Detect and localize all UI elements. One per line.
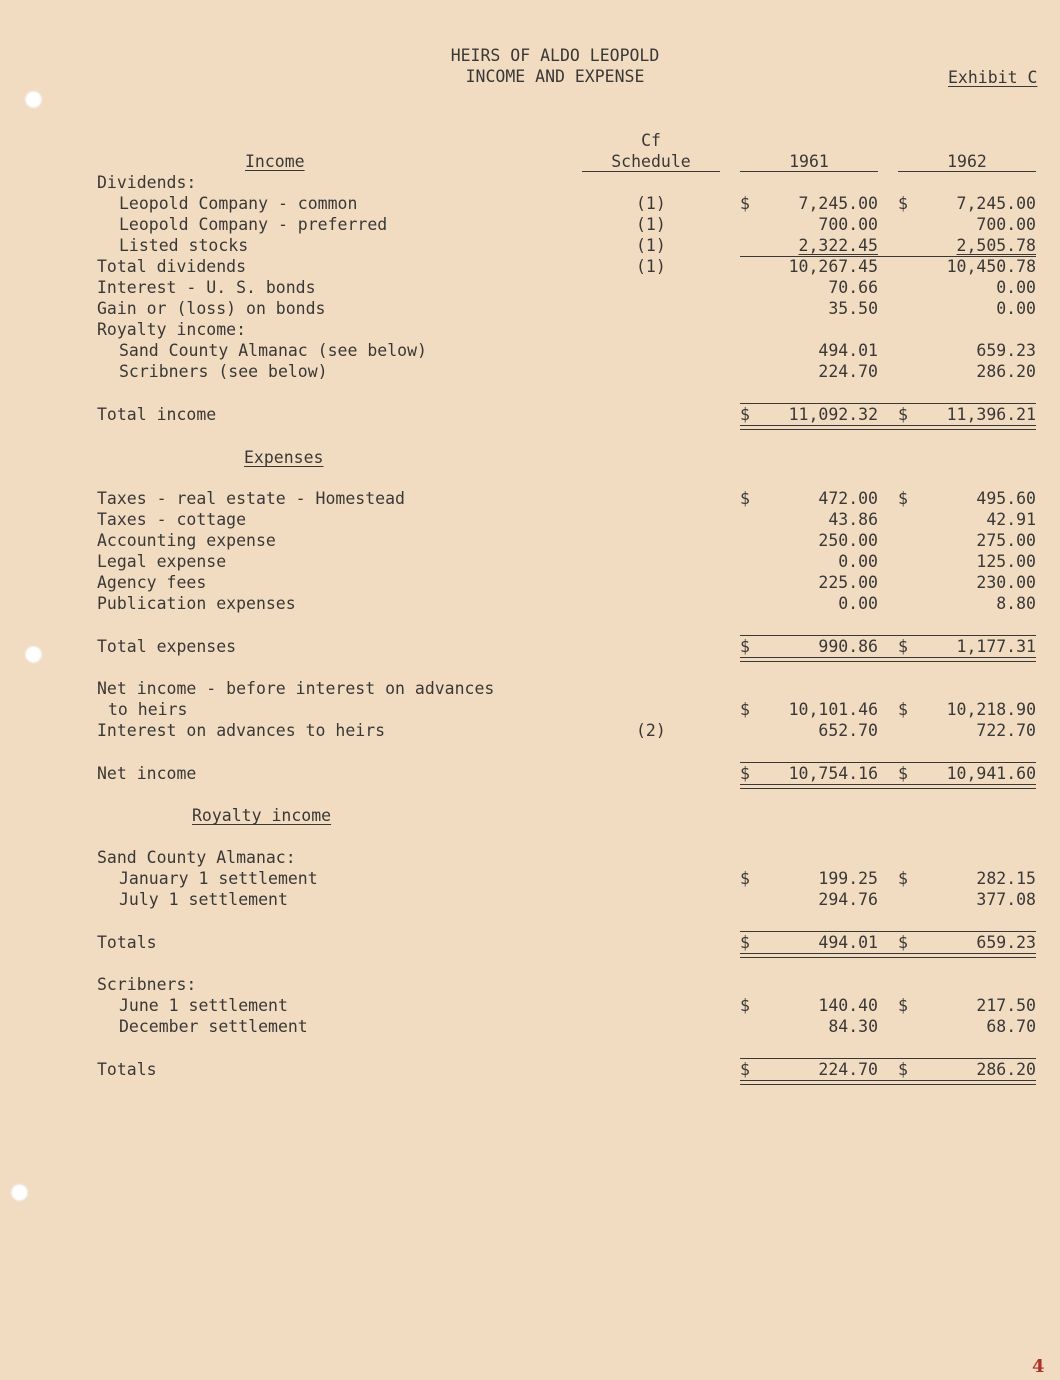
row-label: Sand County Almanac (see below) [119,341,427,360]
dollar-sign: $ [740,764,750,783]
value-1961: 494.01 [818,341,878,360]
value-1962: 42.91 [986,510,1036,529]
value-1962: 230.00 [976,573,1036,592]
value-1961: 35.50 [828,299,878,318]
row-label: Agency fees [97,573,207,592]
row-label: Publication expenses [97,594,296,613]
row-label: Interest on advances to heirs [97,721,386,740]
row-label: July 1 settlement [119,890,288,909]
dollar-sign: $ [740,405,750,424]
value-1961: 199.25 [818,869,878,888]
income-column-heading: Income [245,152,305,171]
sca-label: Sand County Almanac: [97,848,296,867]
total-double-rule [740,1080,1036,1085]
value-1962: 125.00 [976,552,1036,571]
value-1961: 0.00 [838,552,878,571]
value-1961: 11,092.32 [788,405,878,424]
dollar-sign: $ [898,700,908,719]
row-label: Accounting expense [97,531,276,550]
dollar-sign: $ [898,489,908,508]
value-1962: 68.70 [986,1017,1036,1036]
exhibit-label: Exhibit C [948,68,1038,87]
binder-hole-top [24,90,43,109]
dollar-sign: $ [898,637,908,656]
year-1962-heading: 1962 [947,152,987,171]
binder-hole-middle [24,645,43,664]
value-1962: 0.00 [996,278,1036,297]
row-label: Interest - U. S. bonds [97,278,316,297]
value-1962: 700.00 [976,215,1036,234]
row-label: January 1 settlement [119,869,318,888]
row-label: Gain or (loss) on bonds [97,299,326,318]
dollar-sign: $ [740,996,750,1015]
dollar-sign: $ [898,764,908,783]
value-1962: 275.00 [976,531,1036,550]
value-1961: 494.01 [818,933,878,952]
value-1962: 1,177.31 [956,637,1036,656]
value-1962: 8.80 [996,594,1036,613]
row-label: Taxes - real estate - Homestead [97,489,405,508]
royalty-heading: Royalty income [192,806,332,825]
document-subtitle: INCOME AND EXPENSE [465,67,645,86]
dollar-sign: $ [740,933,750,952]
schedule-column-heading: Schedule [611,152,691,171]
row-label: Totals [97,933,157,952]
value-1961: 250.00 [818,531,878,550]
value-1962: 2,505.78 [956,236,1036,255]
value-1962: 659.23 [976,341,1036,360]
expenses-heading: Expenses [244,448,324,467]
value-1961: 990.86 [818,637,878,656]
cf-reference: (2) [636,721,666,740]
total-double-rule [740,784,1036,789]
dollar-sign: $ [898,405,908,424]
dollar-sign: $ [898,1060,908,1079]
row-label: Total expenses [97,637,237,656]
value-1962: 10,450.78 [946,257,1036,276]
year-1962-underline [898,171,1036,172]
value-1961: 70.66 [828,278,878,297]
row-label: Scribners (see below) [119,362,328,381]
cf-reference: (1) [636,257,666,276]
row-label: Net income [97,764,197,783]
row-label: Leopold Company - common [119,194,358,213]
value-1961: 652.70 [818,721,878,740]
dollar-sign: $ [898,933,908,952]
row-label: Taxes - cottage [97,510,247,529]
value-1961: 84.30 [828,1017,878,1036]
value-1961: 7,245.00 [798,194,878,213]
row-label: Listed stocks [119,236,249,255]
row-label: December settlement [119,1017,308,1036]
page-number: 4 [1032,1356,1045,1377]
value-1962: 11,396.21 [946,405,1036,424]
value-1961: 10,101.46 [788,700,878,719]
cf-column-heading: Cf [641,131,661,150]
net-before-label-line2: to heirs [108,700,188,719]
royalty-income-label: Royalty income: [97,320,247,339]
dollar-sign: $ [740,489,750,508]
value-1962: 217.50 [976,996,1036,1015]
schedule-underline [582,171,720,172]
value-1961: 224.70 [818,362,878,381]
document-title: HEIRS OF ALDO LEOPOLD [450,46,660,65]
scribners-label: Scribners: [97,975,197,994]
value-1961: 10,267.45 [788,257,878,276]
value-1962: 377.08 [976,890,1036,909]
value-1961: 472.00 [818,489,878,508]
row-label: Totals [97,1060,157,1079]
row-label: June 1 settlement [119,996,288,1015]
value-1962: 0.00 [996,299,1036,318]
value-1961: 10,754.16 [788,764,878,783]
value-1962: 495.60 [976,489,1036,508]
dollar-sign: $ [740,1060,750,1079]
value-1961: 225.00 [818,573,878,592]
row-label: Total dividends [97,257,247,276]
net-before-label-line1: Net income - before interest on advances [97,679,495,698]
value-1961: 43.86 [828,510,878,529]
value-1961: 140.40 [818,996,878,1015]
value-1962: 10,218.90 [946,700,1036,719]
value-1962: 286.20 [976,1060,1036,1079]
value-1961: 224.70 [818,1060,878,1079]
row-label: Leopold Company - preferred [119,215,388,234]
value-1961: 2,322.45 [798,236,878,255]
total-double-rule [740,425,1036,430]
value-1962: 659.23 [976,933,1036,952]
year-1961-heading: 1961 [789,152,829,171]
cf-reference: (1) [636,215,666,234]
dividends-label: Dividends: [97,173,197,192]
cf-reference: (1) [636,194,666,213]
dollar-sign: $ [898,996,908,1015]
value-1962: 7,245.00 [956,194,1036,213]
value-1962: 722.70 [976,721,1036,740]
dollar-sign: $ [740,637,750,656]
value-1961: 294.76 [818,890,878,909]
dollar-sign: $ [740,700,750,719]
value-1961: 700.00 [818,215,878,234]
value-1962: 286.20 [976,362,1036,381]
year-1961-underline [740,171,878,172]
dollar-sign: $ [740,869,750,888]
row-label: Total income [97,405,217,424]
dollar-sign: $ [898,194,908,213]
total-double-rule [740,953,1036,958]
value-1962: 282.15 [976,869,1036,888]
dollar-sign: $ [898,869,908,888]
total-double-rule [740,657,1036,662]
dollar-sign: $ [740,194,750,213]
value-1962: 10,941.60 [946,764,1036,783]
binder-hole-bottom [10,1183,29,1202]
row-label: Legal expense [97,552,227,571]
value-1961: 0.00 [838,594,878,613]
cf-reference: (1) [636,236,666,255]
